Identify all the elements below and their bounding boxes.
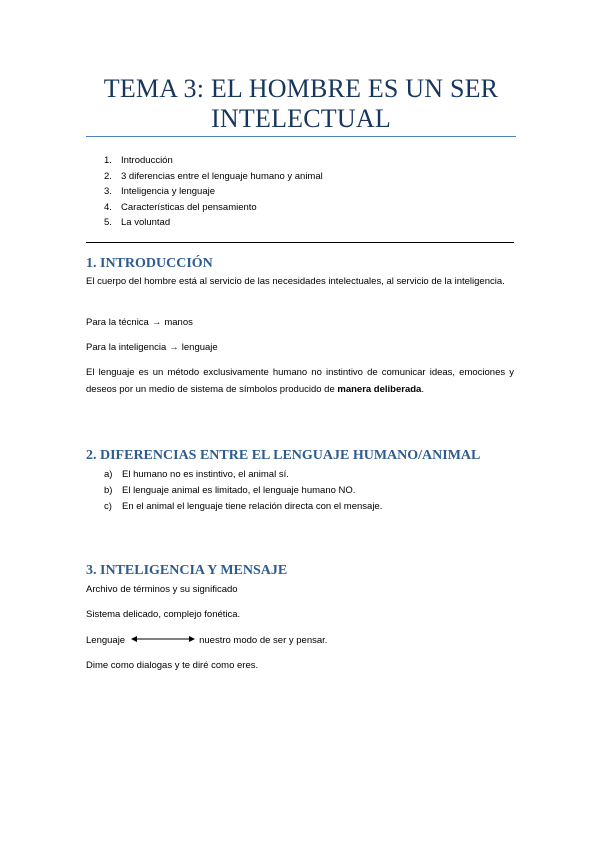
section-heading-inteligencia-mensaje: 3. INTELIGENCIA Y MENSAJE: [86, 563, 288, 578]
list-item-marker: a): [104, 469, 113, 480]
toc-item: [104, 169, 323, 185]
toc-item-text: Inteligencia y lenguaje: [121, 186, 216, 197]
list-item: [104, 499, 382, 515]
toc-item-text: Introducción: [121, 155, 173, 166]
toc-item: [104, 215, 323, 231]
table-of-contents: [104, 153, 323, 231]
section-divider: [86, 242, 514, 243]
list-item: [104, 467, 382, 483]
section1-paragraph-inteligencia: [86, 339, 514, 356]
title-underline: [86, 136, 516, 137]
list-item-text: El humano no es instintivo, el animal sí.: [122, 469, 289, 480]
inteligencia-label: Para la inteligencia: [86, 342, 167, 353]
tecnica-value: manos: [164, 317, 193, 328]
lenguaje-value: nuestro modo de ser y pensar.: [199, 635, 328, 647]
section3-paragraph-4: Dime como dialogas y te diré como eres.: [86, 660, 259, 671]
toc-item: [104, 184, 323, 200]
section-heading-introduccion: 1. INTRODUCCIÓN: [86, 256, 213, 271]
section3-paragraph-2: Sistema delicado, complejo fonética.: [86, 609, 241, 620]
toc-item-text: La voluntad: [121, 217, 171, 228]
list-item-marker: b): [104, 485, 113, 496]
double-arrow-icon: [131, 632, 195, 649]
toc-item: [104, 153, 323, 169]
right-arrow-icon: →: [151, 317, 162, 328]
toc-item-text: Características del pensamiento: [121, 201, 257, 213]
lenguaje-label: Lenguaje: [86, 635, 126, 647]
lenguaje-definition-end: .: [421, 384, 424, 395]
lenguaje-definition-emphasis: manera deliberada: [337, 384, 422, 395]
section1-paragraph-1: El cuerpo del hombre está al servicio de las necesidades intelectuales, al servicio de la inteligencia.: [86, 276, 505, 287]
title-line-2: INTELECTUAL: [211, 104, 391, 133]
document-title: [86, 74, 516, 134]
section1-paragraph-tecnica: [86, 314, 514, 331]
right-arrow-icon: →: [169, 342, 179, 353]
list-item-text: En el animal el lenguaje tiene relación directa con el mensaje.: [122, 501, 383, 512]
section3-paragraph-1: Archivo de términos y su significado: [86, 584, 238, 595]
title-line-1: TEMA 3: EL HOMBRE ES UN SER: [103, 74, 499, 103]
toc-item-number: 5.: [104, 217, 112, 228]
toc-item-number: 1.: [104, 155, 112, 166]
toc-item-number: 4.: [104, 201, 112, 213]
toc-item-number: 3.: [104, 186, 112, 197]
section-heading-diferencias: 2. DIFERENCIAS ENTRE EL LENGUAJE HUMANO/ANIMAL: [86, 448, 481, 463]
toc-item-text: 3 diferencias entre el lenguaje humano y animal: [121, 170, 323, 182]
list-item-marker: c): [104, 501, 112, 512]
list-item-text: El lenguaje animal es limitado, el lenguaje humano NO.: [122, 485, 356, 496]
list-item: [104, 483, 382, 499]
differences-list: [104, 467, 382, 515]
tecnica-label: Para la técnica: [86, 317, 149, 328]
lenguaje-definition: El lenguaje es un método exclusivamente humano no instintivo de comunicar ideas, emociones y deseos por un medio de sistema de símbolos producido de: [86, 367, 514, 395]
section1-paragraph-lenguaje: [86, 364, 514, 398]
section3-paragraph-lenguaje: [86, 632, 514, 649]
inteligencia-value: lenguaje: [181, 342, 218, 353]
toc-item: [104, 200, 323, 216]
toc-item-number: 2.: [104, 170, 112, 182]
